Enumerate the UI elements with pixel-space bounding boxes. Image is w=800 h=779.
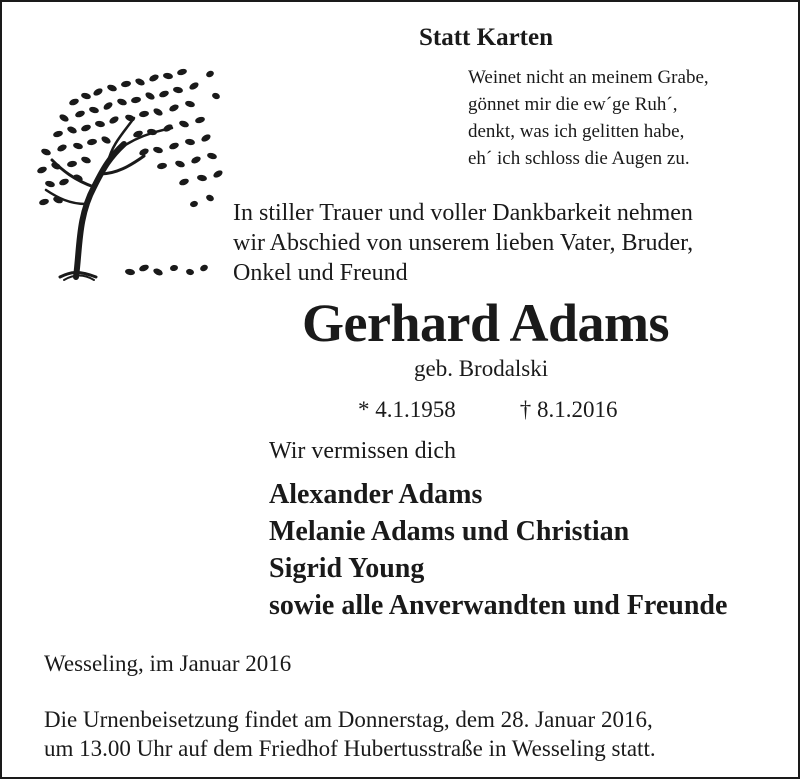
burial-info	[44, 705, 656, 763]
poem-line: gönnet mir die ew´ge Ruh´,	[468, 94, 678, 115]
wind-blown-tree-icon	[34, 62, 224, 292]
heading: Statt Karten	[419, 24, 553, 51]
mourner: sowie alle Anverwandten und Freunde	[269, 590, 728, 621]
miss-line: Wir vermissen dich	[269, 438, 456, 464]
deceased-name: Gerhard Adams	[302, 293, 670, 353]
poem	[468, 64, 709, 172]
place-date: Wesseling, im Januar 2016	[44, 651, 292, 676]
intro-line: wir Abschied von unserem lieben Vater, Bruder,	[233, 230, 694, 256]
poem-line: eh´ ich schloss die Augen zu.	[468, 148, 690, 169]
burial-line: Die Urnenbeisetzung findet am Donnerstag, dem 28. Januar 2016,	[44, 707, 653, 732]
mourner: Melanie Adams und Christian	[269, 516, 630, 547]
life-dates	[358, 397, 618, 423]
mourners-list	[269, 476, 727, 624]
intro-text	[233, 198, 693, 288]
birth-date: * 4.1.1958	[358, 397, 456, 422]
poem-line: Weinet nicht an meinem Grabe,	[468, 67, 709, 88]
death-date: † 8.1.2016	[519, 397, 618, 422]
birth-name: geb. Brodalski	[414, 356, 549, 381]
poem-line: denkt, was ich gelitten habe,	[468, 121, 685, 142]
intro-line: In stiller Trauer und voller Dankbarkeit nehmen	[233, 200, 693, 226]
burial-line: um 13.00 Uhr auf dem Friedhof Hubertusstraße in Wesseling statt.	[44, 736, 656, 761]
mourner: Sigrid Young	[269, 553, 425, 584]
mourner: Alexander Adams	[269, 479, 483, 510]
intro-line: Onkel und Freund	[233, 260, 408, 286]
